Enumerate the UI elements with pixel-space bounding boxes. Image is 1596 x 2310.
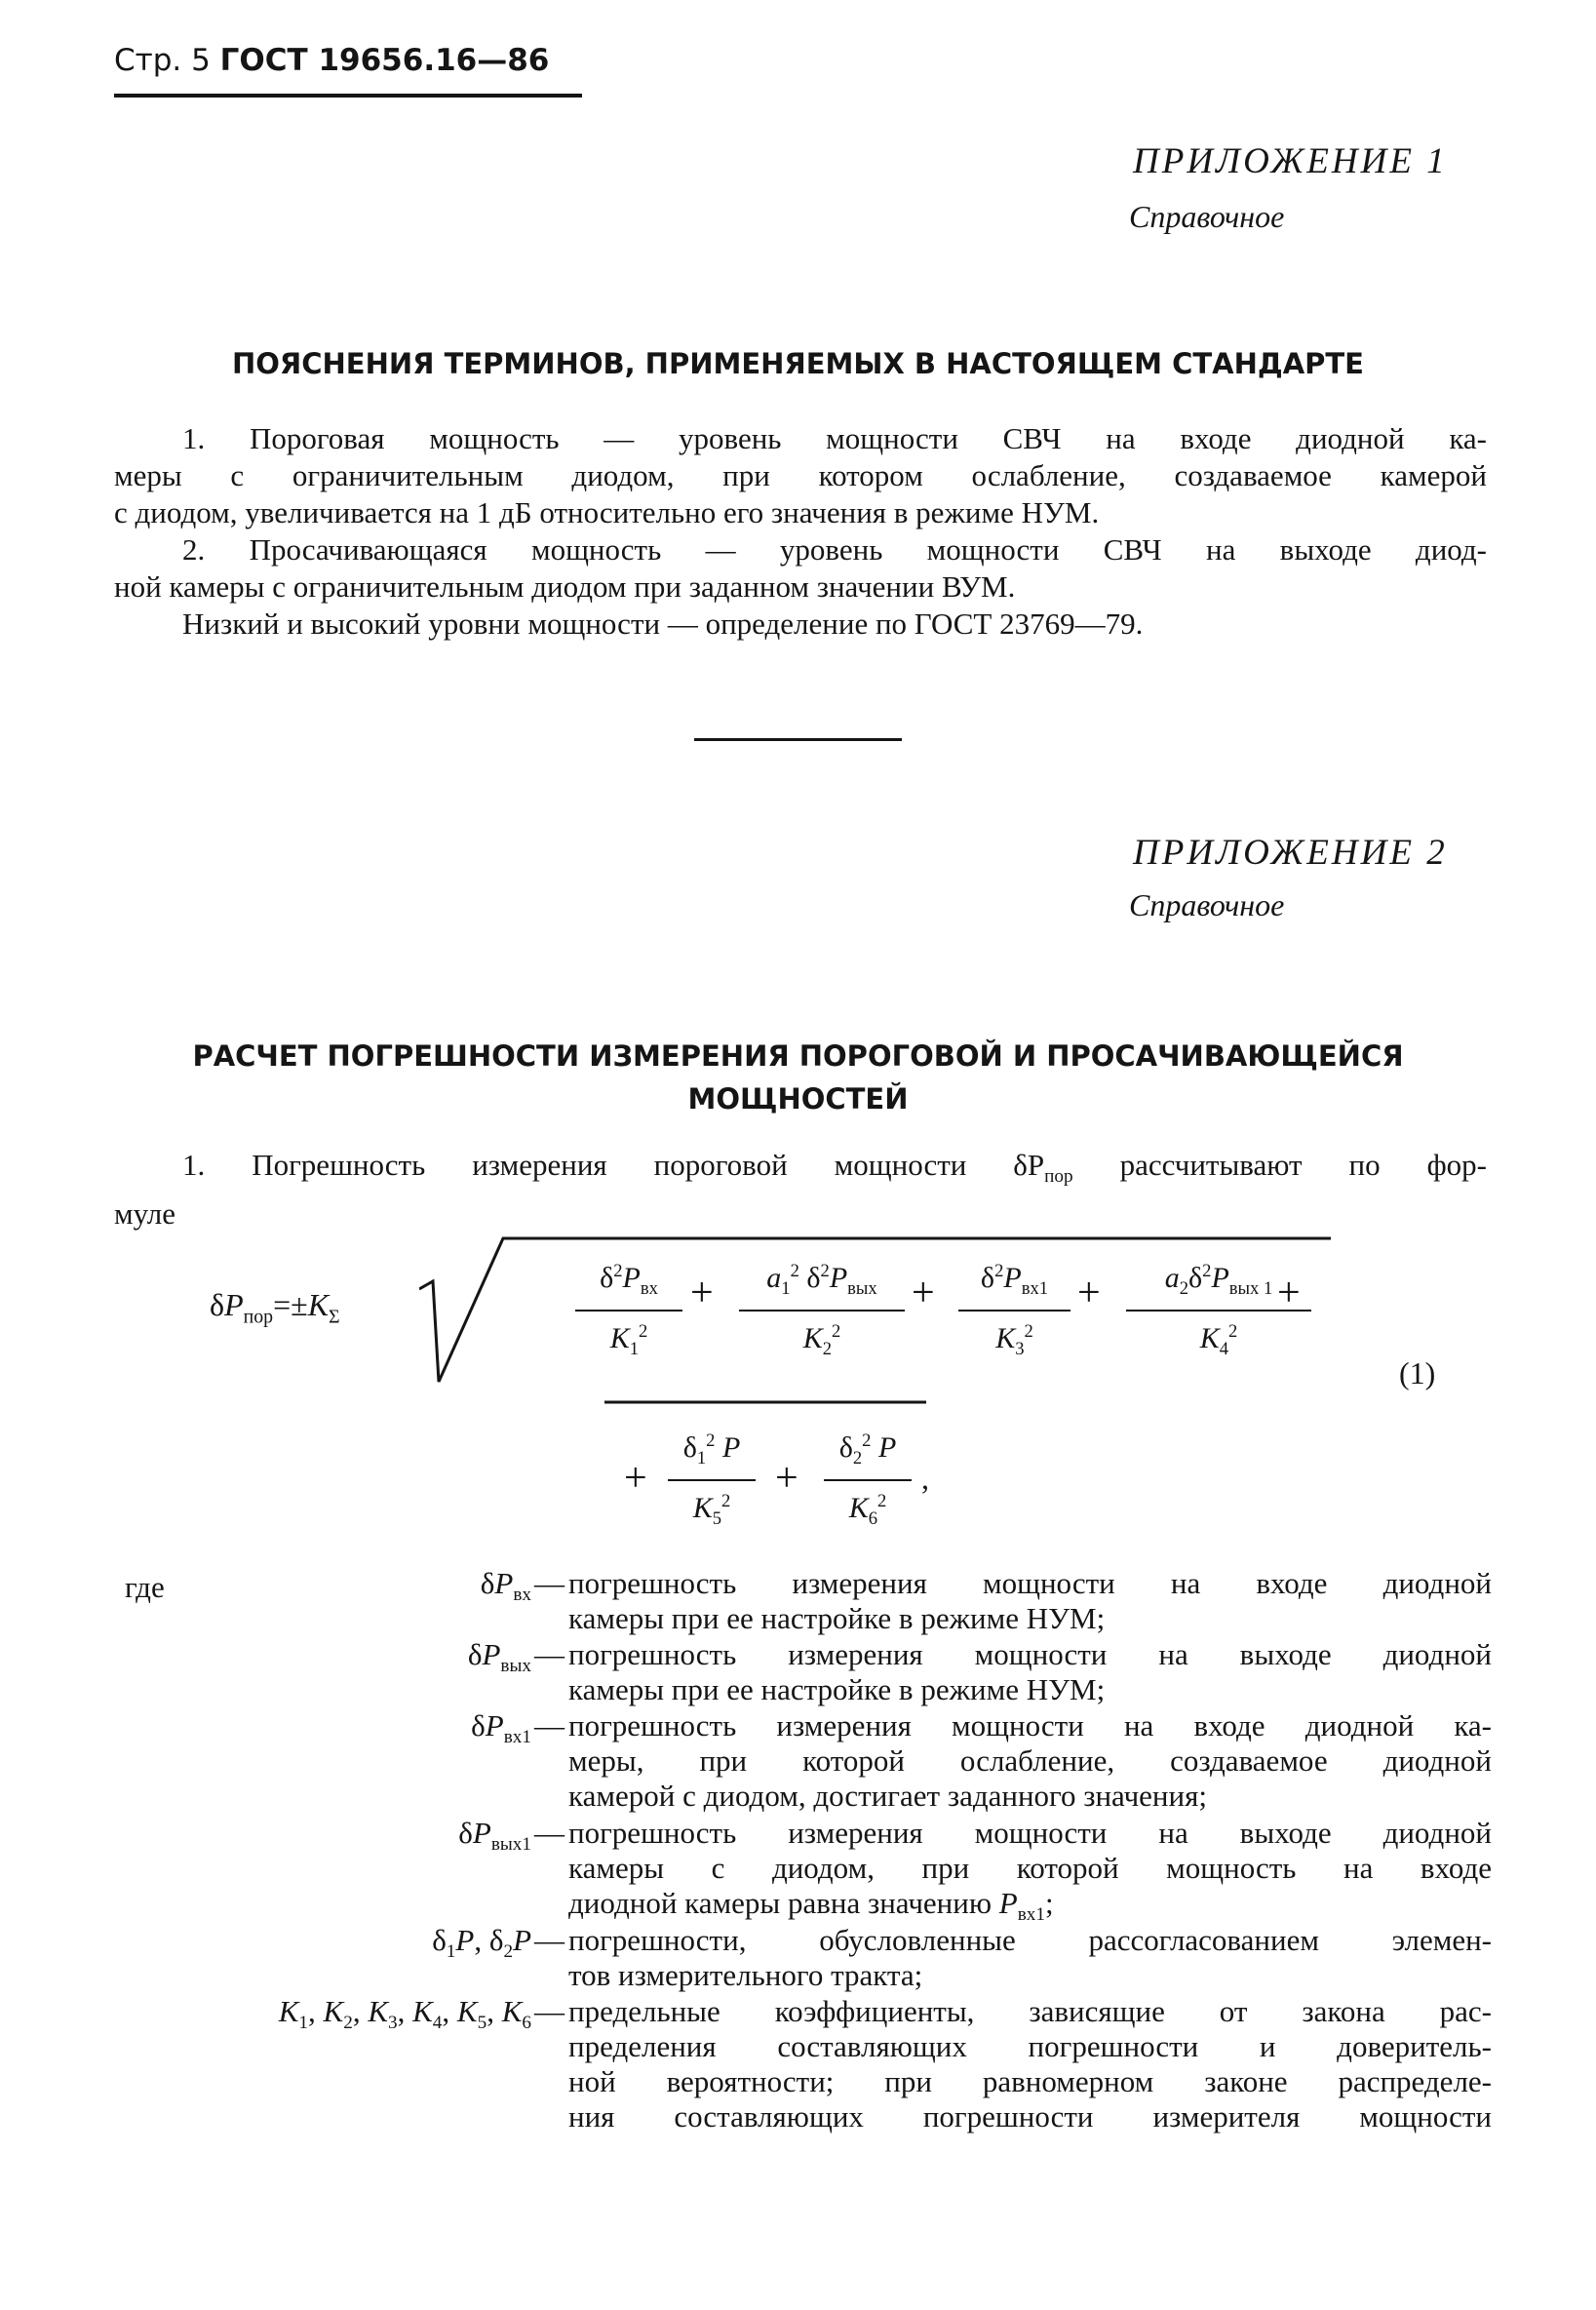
formula-number: (1): [1399, 1355, 1436, 1390]
definition-line: предельные коэффициенты, зависящие от закона рас-: [568, 1994, 1492, 2028]
text-line: муле: [114, 1196, 175, 1232]
definition-line: погрешность измерения мощности на выходе диодной: [568, 1816, 1492, 1850]
section-divider: [694, 738, 902, 741]
definition-line: камеры при ее настройке в режиме НУМ;: [568, 1601, 1106, 1635]
definition-dash: —: [534, 1923, 564, 1957]
definition-line: погрешность измерения мощности на входе диодной ка-: [568, 1708, 1492, 1742]
definition-line: погрешность измерения мощности на выходе диодной: [568, 1637, 1492, 1671]
fraction-4: $a_2\delta^2P_{вых 1}$ $K_4^2$: [1126, 1254, 1311, 1367]
definition-dash: —: [534, 1566, 564, 1600]
definition-line: тов измерительного тракта;: [568, 1958, 923, 1992]
definition-text: [568, 1816, 1492, 1921]
appendix2-intro: [114, 1147, 1487, 1233]
definition-symbol: $\delta P_{вх1}$: [471, 1708, 531, 1748]
appendix1-heading: ПОЯСНЕНИЯ ТЕРМИНОВ, ПРИМЕНЯЕМЫХ В НАСТОЯЩЕМ СТАНДАРТЕ: [231, 347, 1364, 380]
where-label: где: [125, 1570, 165, 1604]
definition-line: пределения составляющих погрешности и доверитель-: [568, 2029, 1492, 2063]
plus-sign: +: [690, 1271, 714, 1315]
definition-dash: —: [534, 1708, 564, 1742]
fraction-1: $\delta^2P_{вх}$ $K_1^2$: [575, 1254, 682, 1367]
definition-dash: —: [534, 1994, 564, 2028]
intro-text-end: рассчитывают по фор-: [1072, 1148, 1487, 1182]
appendix2-title: ПРИЛОЖЕНИЕ 2: [1133, 833, 1448, 873]
text-line: 1. Пороговая мощность — уровень мощности СВЧ на входе диодной ка-: [182, 421, 1487, 455]
plus-sign: +: [912, 1271, 935, 1315]
formula-lhs: $\delta P_{пор}=\pm K_\Sigma$: [210, 1287, 340, 1328]
definition-symbol: $\delta P_{вых}$: [467, 1637, 531, 1677]
definition-line: ной вероятности; при равномерном законе распределе-: [568, 2064, 1492, 2098]
formula-comma: ,: [921, 1461, 929, 1496]
text-line: Низкий и высокий уровни мощности — определение по ГОСТ 23769—79.: [182, 607, 1144, 641]
text-line: с диодом, увеличивается на 1 дБ относительно его значения в режиме НУМ.: [114, 495, 1100, 529]
text-line: ной камеры с ограничительным диодом при заданном значении ВУМ.: [114, 569, 1016, 604]
header-rule: [114, 94, 582, 98]
definition-symbol: $\delta P_{вх}$: [480, 1566, 531, 1606]
definition-line: камеры с диодом, при которой мощность на входе: [568, 1851, 1492, 1885]
appendix1-body: [114, 420, 1487, 643]
definition-line: погрешность измерения мощности на входе диодной: [568, 1566, 1492, 1600]
appendix1-title: ПРИЛОЖЕНИЕ 1: [1133, 141, 1448, 181]
definition-text: [568, 1923, 1492, 1993]
text-line: 2. Просачивающаяся мощность — уровень мощности СВЧ на выходе диод-: [182, 532, 1487, 567]
standard-number: ГОСТ 19656.16—86: [219, 43, 550, 78]
fraction-5: $\delta_1^2$ P $K_5^2$: [668, 1424, 756, 1537]
appendix2-heading-line2: МОЩНОСТЕЙ: [687, 1082, 909, 1116]
definition-line: меры, при которой ослабление, создаваемое диодной: [568, 1743, 1492, 1778]
definition-dash: —: [534, 1637, 564, 1671]
appendix2-heading-line1: РАСЧЕТ ПОГРЕШНОСТИ ИЗМЕРЕНИЯ ПОРОГОВОЙ И ПРОСАЧИВАЮЩЕЙСЯ: [192, 1039, 1404, 1073]
definition-line: камеры при ее настройке в режиме НУМ;: [568, 1672, 1106, 1706]
definition-line: погрешности, обусловленные рассогласованием элемен-: [568, 1923, 1492, 1957]
definition-text: [568, 1994, 1492, 2134]
definition-symbol: $\delta P_{вых1}$: [458, 1816, 531, 1856]
definition-text: [568, 1566, 1492, 1636]
plus-sign: +: [1277, 1271, 1301, 1315]
definition-dash: —: [534, 1816, 564, 1850]
text-line: меры с ограничительным диодом, при котором ослабление, создаваемое камерой: [114, 458, 1487, 492]
definition-line: ния составляющих погрешности измерителя мощности: [568, 2099, 1492, 2134]
plus-sign: +: [1077, 1271, 1101, 1315]
definition-text: [568, 1708, 1492, 1814]
fraction-3: $\delta^2P_{вх1}$ $K_3^2$: [958, 1254, 1070, 1367]
plus-sign: +: [775, 1456, 798, 1501]
definition-line: камерой с диодом, достигает заданного значения;: [568, 1779, 1207, 1813]
plus-sign: +: [624, 1456, 647, 1501]
fraction-2: $a_1^2$ $\delta^2P_{вых}$ $K_2^2$: [739, 1254, 905, 1367]
radical-overline: [604, 1399, 926, 1409]
fraction-6: $\delta_2^2$ P $K_6^2$: [824, 1424, 912, 1537]
definition-symbol: $\delta_1P$, $\delta_2P$: [432, 1923, 531, 1963]
appendix2-subtitle: Справочное: [1129, 887, 1285, 922]
page-number: Стр. 5: [114, 43, 211, 78]
appendix1-subtitle: Справочное: [1129, 199, 1285, 234]
definition-line: диодной камеры равна значению $P_{вх1}$;: [568, 1886, 1054, 1921]
definition-symbol: $K_1$, $K_2$, $K_3$, $K_4$, $K_5$, $K_6$: [278, 1994, 531, 2034]
intro-text: 1. Погрешность измерения пороговой мощности δP: [182, 1148, 1045, 1182]
running-header: [114, 43, 549, 78]
text-line: [114, 1147, 1487, 1195]
definition-text: [568, 1637, 1492, 1707]
intro-subscript: пор: [1044, 1166, 1073, 1188]
